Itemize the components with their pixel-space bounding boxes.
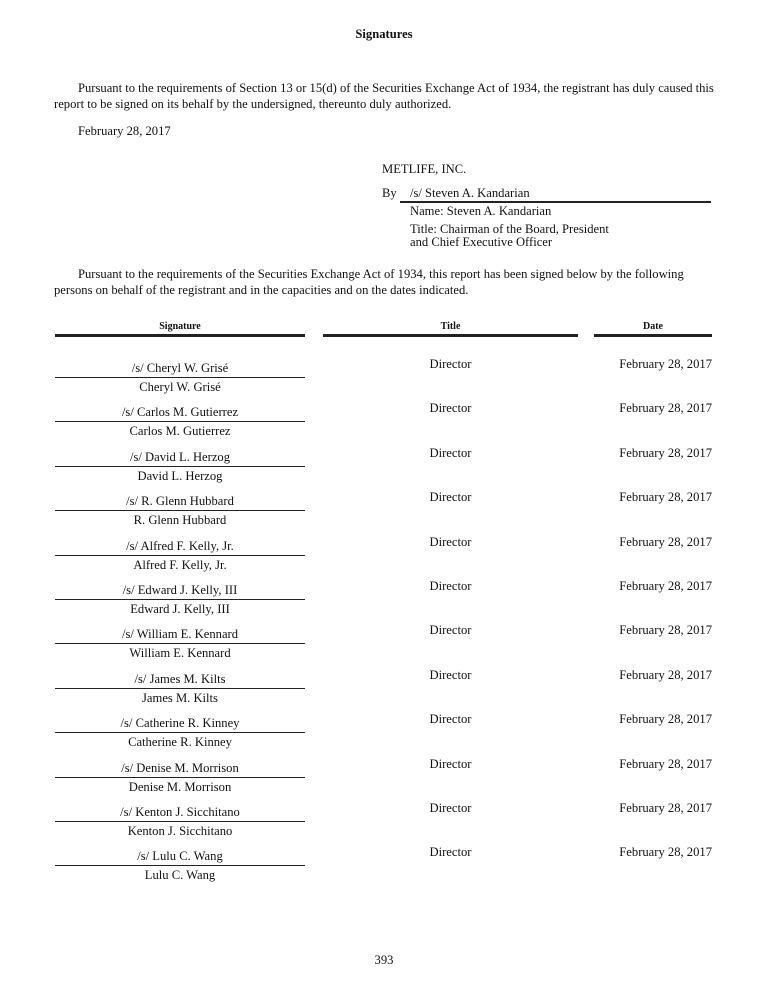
printed-name: R. Glenn Hubbard <box>133 513 227 528</box>
table-row <box>0 801 768 849</box>
date-cell: February 28, 2017 <box>619 756 712 771</box>
second-paragraph: Pursuant to the requirements of the Securities Exchange Act of 1934, this report has been signed below by the following persons on behalf of the registrant and in the capacities and on the dates indicated. <box>54 267 684 297</box>
title-cell: Director <box>429 401 472 416</box>
table-row <box>0 845 768 893</box>
signature-cell <box>55 405 305 440</box>
signer-title-line1: Title: Chairman of the Board, President <box>410 222 609 236</box>
title-cell: Director <box>429 845 472 860</box>
title-cell: Director <box>429 579 472 593</box>
signature: /s/ Denise M. Morrison <box>55 761 305 778</box>
signature: /s/ James M. Kilts <box>55 672 305 689</box>
printed-name: Cheryl W. Grisé <box>139 380 221 394</box>
signature: /s/ Edward J. Kelly, III <box>55 583 305 600</box>
signature: /s/ William E. Kennard <box>55 627 305 644</box>
header-title: Title <box>440 321 461 332</box>
title-cell: Director <box>429 490 472 505</box>
printed-name: Lulu C. Wang <box>144 868 216 883</box>
header-rule <box>323 334 578 337</box>
signature-cell <box>55 672 305 707</box>
table-row <box>0 667 768 716</box>
table-row <box>0 401 768 449</box>
printed-name: Edward J. Kelly, III <box>130 602 230 616</box>
printed-name: Alfred F. Kelly, Jr. <box>133 557 227 572</box>
header-rule <box>55 334 305 337</box>
signature: /s/ R. Glenn Hubbard <box>55 494 305 511</box>
company-name: METLIFE, INC. <box>382 162 467 176</box>
date-cell: February 28, 2017 <box>619 712 712 727</box>
signature: /s/ Carlos M. Gutierrez <box>55 405 305 422</box>
header-date: Date <box>643 321 663 332</box>
title-cell: Director <box>429 801 472 815</box>
printed-name: David L. Herzog <box>137 468 223 483</box>
intro-paragraph: Pursuant to the requirements of Section 13 or 15(d) of the Securities Exchange Act of 1934, the registrant has duly caused this report to be signed on its behalf by the undersigned, thereunto duly authorized. <box>54 81 714 111</box>
table-row <box>0 534 768 583</box>
signer-title-line2: and Chief Executive Officer <box>410 235 553 249</box>
signature: /s/ Kenton J. Sicchitano <box>55 805 305 822</box>
date-cell: February 28, 2017 <box>619 579 712 593</box>
date-cell: February 28, 2017 <box>619 401 712 416</box>
printed-name: Denise M. Morrison <box>128 779 232 794</box>
signature-cell <box>55 583 305 618</box>
date-cell: February 28, 2017 <box>619 357 712 371</box>
signature-cell <box>55 450 305 485</box>
registrant-signature: /s/ Steven A. Kandarian <box>410 186 530 200</box>
table-row <box>0 712 768 760</box>
by-label: By <box>382 186 397 200</box>
signature-line <box>400 201 711 203</box>
header-rule <box>594 334 712 337</box>
table-row <box>0 490 768 538</box>
signature-cell <box>55 361 305 396</box>
signature: /s/ Alfred F. Kelly, Jr. <box>55 539 305 556</box>
date-cell: February 28, 2017 <box>619 534 712 549</box>
title-cell: Director <box>429 534 472 549</box>
signature-cell <box>55 716 305 751</box>
signature-cell <box>55 805 305 840</box>
printed-name: James M. Kilts <box>142 690 218 705</box>
title-cell: Director <box>429 667 472 682</box>
date-cell: February 28, 2017 <box>619 490 712 505</box>
signature: /s/ David L. Herzog <box>55 450 305 467</box>
title-cell: Director <box>429 712 472 727</box>
title-cell: Director <box>429 623 472 638</box>
title-cell: Director <box>429 357 472 371</box>
printed-name: Kenton J. Sicchitano <box>127 824 233 838</box>
signature-cell <box>55 627 305 662</box>
table-row <box>0 623 768 671</box>
table-row <box>0 445 768 494</box>
signature-cell <box>55 539 305 574</box>
signer-name: Name: Steven A. Kandarian <box>410 204 552 218</box>
page-heading: Signatures <box>355 27 413 41</box>
date-cell: February 28, 2017 <box>619 623 712 638</box>
table-row <box>0 756 768 805</box>
page-number: 393 <box>374 953 394 967</box>
signature: /s/ Catherine R. Kinney <box>55 716 305 733</box>
table-row <box>0 357 768 405</box>
date-cell: February 28, 2017 <box>619 445 712 460</box>
report-date: February 28, 2017 <box>78 124 171 138</box>
printed-name: Catherine R. Kinney <box>128 735 232 750</box>
table-row <box>0 579 768 627</box>
date-cell: February 28, 2017 <box>619 801 712 815</box>
date-cell: February 28, 2017 <box>619 845 712 860</box>
title-cell: Director <box>429 445 472 460</box>
printed-name: Carlos M. Gutierrez <box>129 424 231 439</box>
header-signature: Signature <box>159 321 201 332</box>
signature-cell <box>55 494 305 529</box>
title-cell: Director <box>429 756 472 771</box>
signature-cell <box>55 849 305 884</box>
signature-cell <box>55 761 305 796</box>
signature: /s/ Lulu C. Wang <box>55 849 305 866</box>
signature: /s/ Cheryl W. Grisé <box>55 361 305 378</box>
printed-name: William E. Kennard <box>129 646 231 661</box>
date-cell: February 28, 2017 <box>619 667 712 682</box>
